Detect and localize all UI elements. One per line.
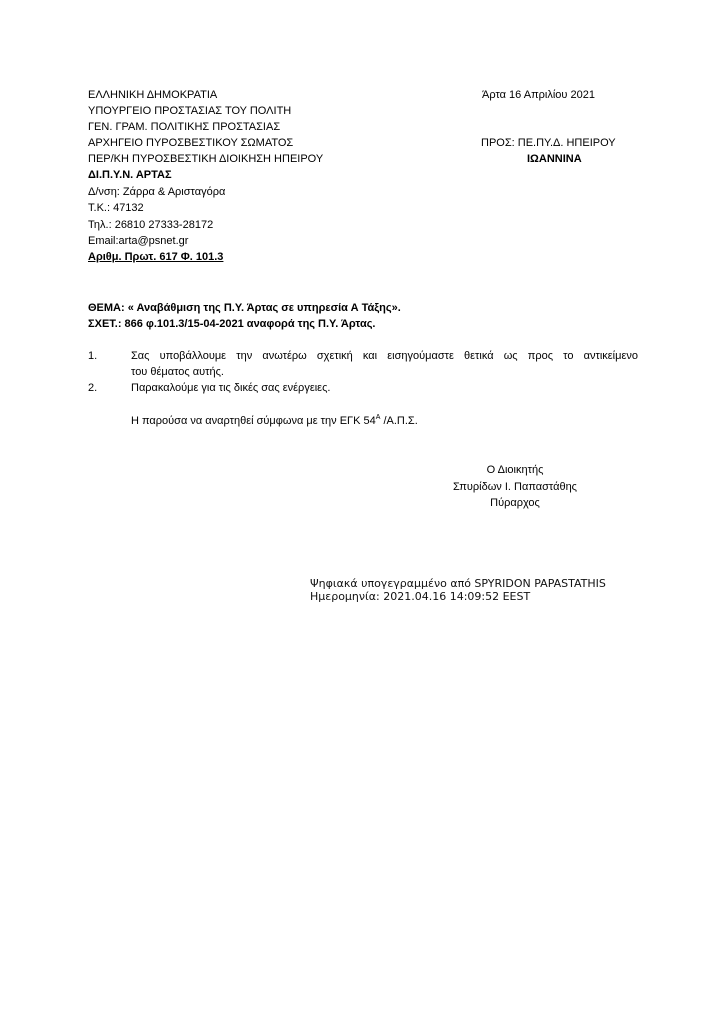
sender-unit: ΔΙ.Π.Υ.Ν. ΑΡΤΑΣ [88,169,172,181]
recipient-to: ΠΡΟΣ: ΠΕ.ΠΥ.Δ. ΗΠΕΙΡΟΥ [481,137,616,149]
digital-signature-signer: Ψηφιακά υπογεγραμμένο από SPYRIDON PAPASTATHIS [310,577,606,590]
list-item-text: Παρακαλούμε για τις δικές σας ενέργειες. [131,382,331,394]
recipient-city: ΙΩΑΝΝΙΝΑ [527,153,582,165]
header-line-republic: ΕΛΛΗΝΙΚΗ ΔΗΜΟΚΡΑΤΙΑ [88,89,218,101]
header-line-ministry: ΥΠΟΥΡΓΕΙΟ ΠΡΟΣΤΑΣΙΑΣ ΤΟΥ ΠΟΛΙΤΗ [88,105,292,117]
posting-note-text: Η παρούσα να αναρτηθεί σύμφωνα με την ΕΓΚ 54 [131,415,376,427]
protocol-number: Αριθμ. Πρωτ. 617 Φ. 101.3 [88,251,224,263]
sender-address: Δ/νση: Ζάρρα & Αρισταγόρα [88,186,226,198]
signatory-title: Ο Διοικητής [486,464,544,476]
list-item-number: 1. [88,350,98,362]
posting-note-suffix: /Α.Π.Σ. [380,415,418,427]
header-line-secretariat: ΓΕΝ. ΓΡΑΜ. ΠΟΛΙΤΙΚΗΣ ΠΡΟΣΤΑΣΙΑΣ [88,121,281,133]
reference-line: ΣΧΕΤ.: 866 φ.101.3/15-04-2021 αναφορά της Π.Υ. Άρτας. [88,318,376,330]
digital-signature-date: Ημερομηνία: 2021.04.16 14:09:52 EEST [310,590,531,603]
header-line-headquarters: ΑΡΧΗΓΕΙΟ ΠΥΡΟΣΒΕΣΤΙΚΟΥ ΣΩΜΑΤΟΣ [88,137,294,149]
posting-note-superscript: Α [375,414,381,421]
subject-line: ΘΕΜΑ: « Αναβάθμιση της Π.Υ. Άρτας σε υπηρεσία Α Τάξης». [88,302,401,314]
list-item-text-continuation: του θέματος αυτής. [131,366,224,378]
list-item-number: 2. [88,382,98,394]
sender-phone: Τηλ.: 26810 27333-28172 [88,219,214,231]
sender-email: Email:arta@psnet.gr [88,235,189,247]
signatory-name: Σπυρίδων Ι. Παπαστάθης [453,481,577,493]
posting-note [131,413,418,429]
list-item-text: Σας υποβάλλουμε την ανωτέρω σχετική και εισηγούμαστε θετικά ως προς το αντικείμενο [131,350,638,362]
signatory-rank: Πύραρχος [490,497,540,509]
document-date: Άρτα 16 Απριλίου 2021 [482,89,595,101]
sender-postcode: Τ.Κ.: 47132 [88,202,144,214]
header-line-regional-command: ΠΕΡ/ΚΗ ΠΥΡΟΣΒΕΣΤΙΚΗ ΔΙΟΙΚΗΣΗ ΗΠΕΙΡΟΥ [88,153,324,165]
